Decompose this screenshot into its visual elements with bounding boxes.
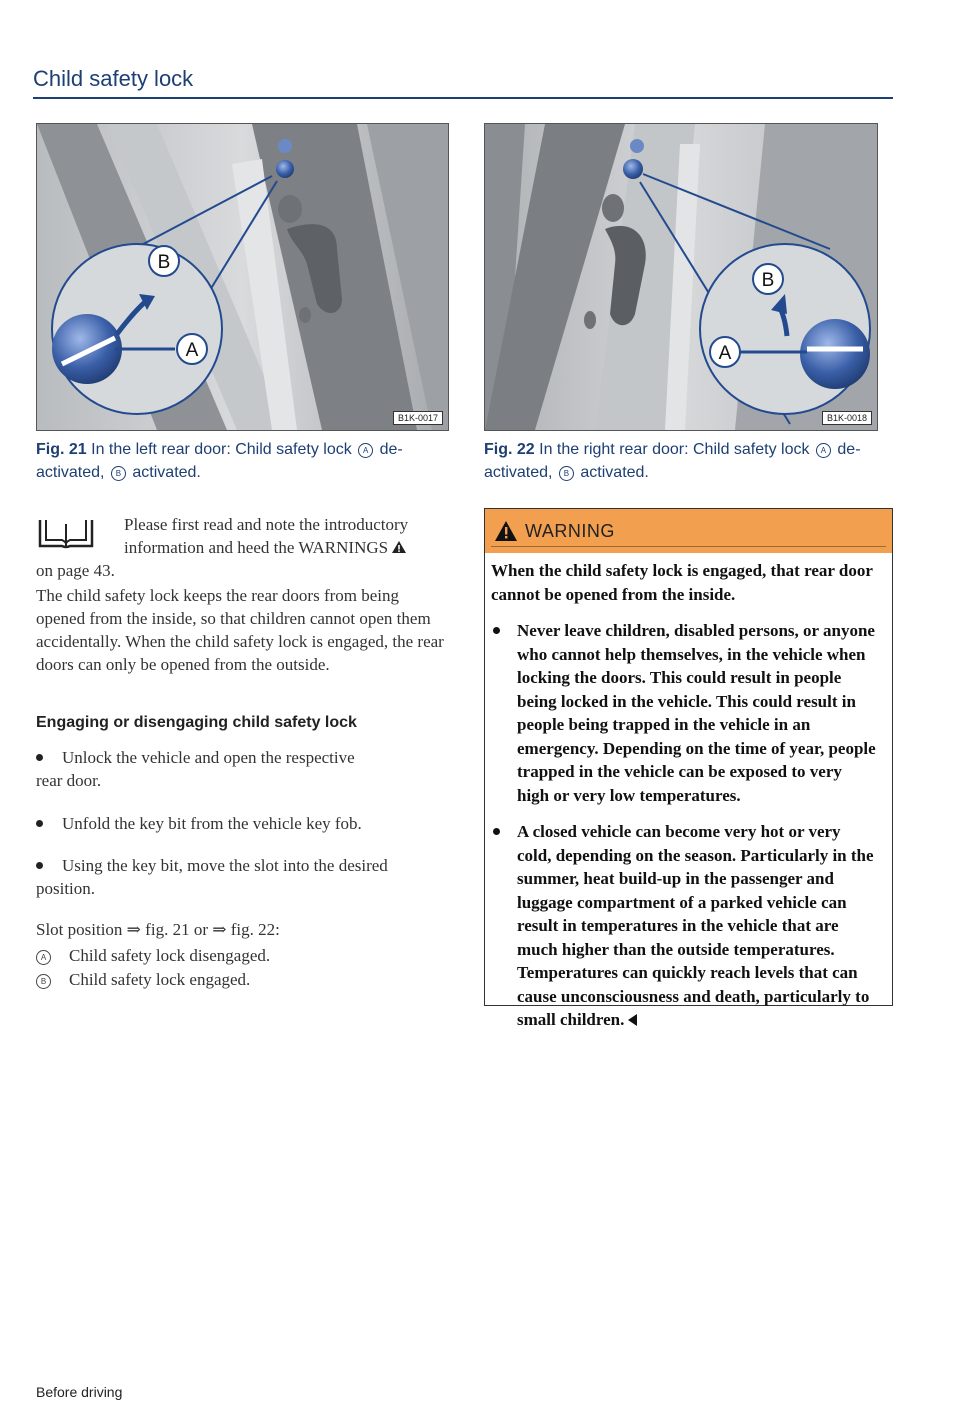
marker-b-icon: B [36, 974, 51, 989]
intro-text-line: Please first read and note the introductory [124, 515, 409, 534]
figure-id-label: B1K-0018 [822, 411, 872, 425]
marker-a-label: A [718, 343, 732, 364]
header-divider [33, 97, 893, 99]
description-paragraph: The child safety lock keeps the rear doors from being opened from the inside, so that children cannot open them accidentally. When the child safety lock is engaged, the rear doors can only be opened from the outside. [36, 586, 444, 674]
warning-intro: When the child safety lock is engaged, that rear door cannot be opened from the inside. [491, 561, 873, 604]
warning-bullet [491, 619, 877, 807]
caption-text: In the left rear door: Child safety lock [91, 441, 352, 458]
caption-figure-number: Fig. 22 [484, 441, 535, 458]
marker-a-icon: A [816, 443, 831, 458]
warning-header [485, 509, 892, 553]
intro-note [36, 513, 448, 582]
marker-a-label: A [185, 340, 199, 361]
step-text: Unlock the vehicle and open the respective [62, 748, 355, 767]
list-item [36, 746, 448, 792]
warning-body [491, 559, 877, 1045]
intro-text-line: on page 43. [36, 561, 115, 580]
position-item-b [36, 968, 250, 991]
figure-left-rear-door [36, 123, 449, 431]
figure-right-rear-door [484, 123, 878, 431]
position-text: Child safety lock disengaged. [69, 946, 271, 965]
page-title: Child safety lock [33, 66, 194, 91]
section-subheading: Engaging or disengaging child safety lock [36, 714, 357, 731]
end-of-section-icon [628, 1014, 637, 1026]
position-text: Child safety lock engaged. [69, 970, 251, 989]
caption-text: de- [379, 441, 403, 458]
caption-text: de- [837, 441, 861, 458]
marker-b-label: B [157, 252, 171, 273]
warning-box [484, 508, 893, 1029]
book-icon [36, 516, 96, 552]
lock-slot-small [278, 139, 292, 153]
intro-text-line [36, 536, 448, 559]
bullet-icon [493, 828, 500, 835]
slot-position-text: Slot position ⇒ fig. 21 or ⇒ fig. 22: [36, 920, 280, 939]
warning-triangle-icon [392, 541, 406, 553]
warning-header-divider [491, 546, 886, 547]
bullet-icon [493, 627, 500, 634]
position-item-a [36, 944, 270, 967]
marker-b-icon: B [559, 466, 574, 481]
intro-text: information and heed the WARNINGS [124, 538, 389, 557]
list-item [36, 854, 448, 900]
right-door-illustration [485, 124, 877, 430]
warning-bullet-text: Never leave children, disabled persons, or anyone who cannot help themselves, in the vehicle when locking the doors. This could result in people being locked in the vehicle. This could result in people being trapped in the vehicle in an emergency. Depending on the time of year, people trapped in the vehicle can be exposed to very high or very low temperatures. [517, 621, 876, 805]
marker-b-label: B [761, 270, 775, 291]
list-item [36, 812, 448, 835]
caption-figure-number: Fig. 21 [36, 441, 87, 458]
bullet-icon [36, 862, 43, 869]
caption-text: In the right rear door: Child safety lock [539, 441, 810, 458]
marker-a-icon: A [358, 443, 373, 458]
caption-text: activated, [484, 464, 553, 481]
lock-slot-small [630, 139, 644, 153]
marker-b-icon: B [111, 466, 126, 481]
caption-text: activated, [36, 464, 105, 481]
step-text: Unfold the key bit from the vehicle key fob. [62, 814, 362, 833]
step-text: Using the key bit, move the slot into the desired [62, 856, 388, 875]
marker-a-icon: A [36, 950, 51, 965]
left-door-illustration [37, 124, 448, 430]
page-footer: Before driving [36, 1384, 123, 1400]
warning-bullet-text: A closed vehicle can become very hot or very cold, depending on the season. Particularly in the summer, heat build-up in the passenger and luggage compartment of a parked vehicle can result in temperatures in the vehicle that are much higher than the outside temperatures. Temperatures can quickly reach levels that can cause unconsciousness and death, particularly to small children. [517, 822, 874, 1029]
figure-caption-left [36, 438, 448, 484]
bullet-icon [36, 754, 43, 761]
lock-mechanism-icon [800, 319, 870, 389]
bullet-icon [36, 820, 43, 827]
warning-bullet [491, 820, 877, 1032]
figure-id-label: B1K-0017 [393, 411, 443, 425]
step-text: rear door. [36, 771, 102, 790]
figure-caption-right [484, 438, 884, 484]
warning-title: WARNING [525, 521, 615, 541]
warning-triangle-icon [495, 521, 517, 541]
step-text: position. [36, 879, 96, 898]
caption-text: activated. [580, 464, 649, 481]
caption-text: activated. [132, 464, 201, 481]
